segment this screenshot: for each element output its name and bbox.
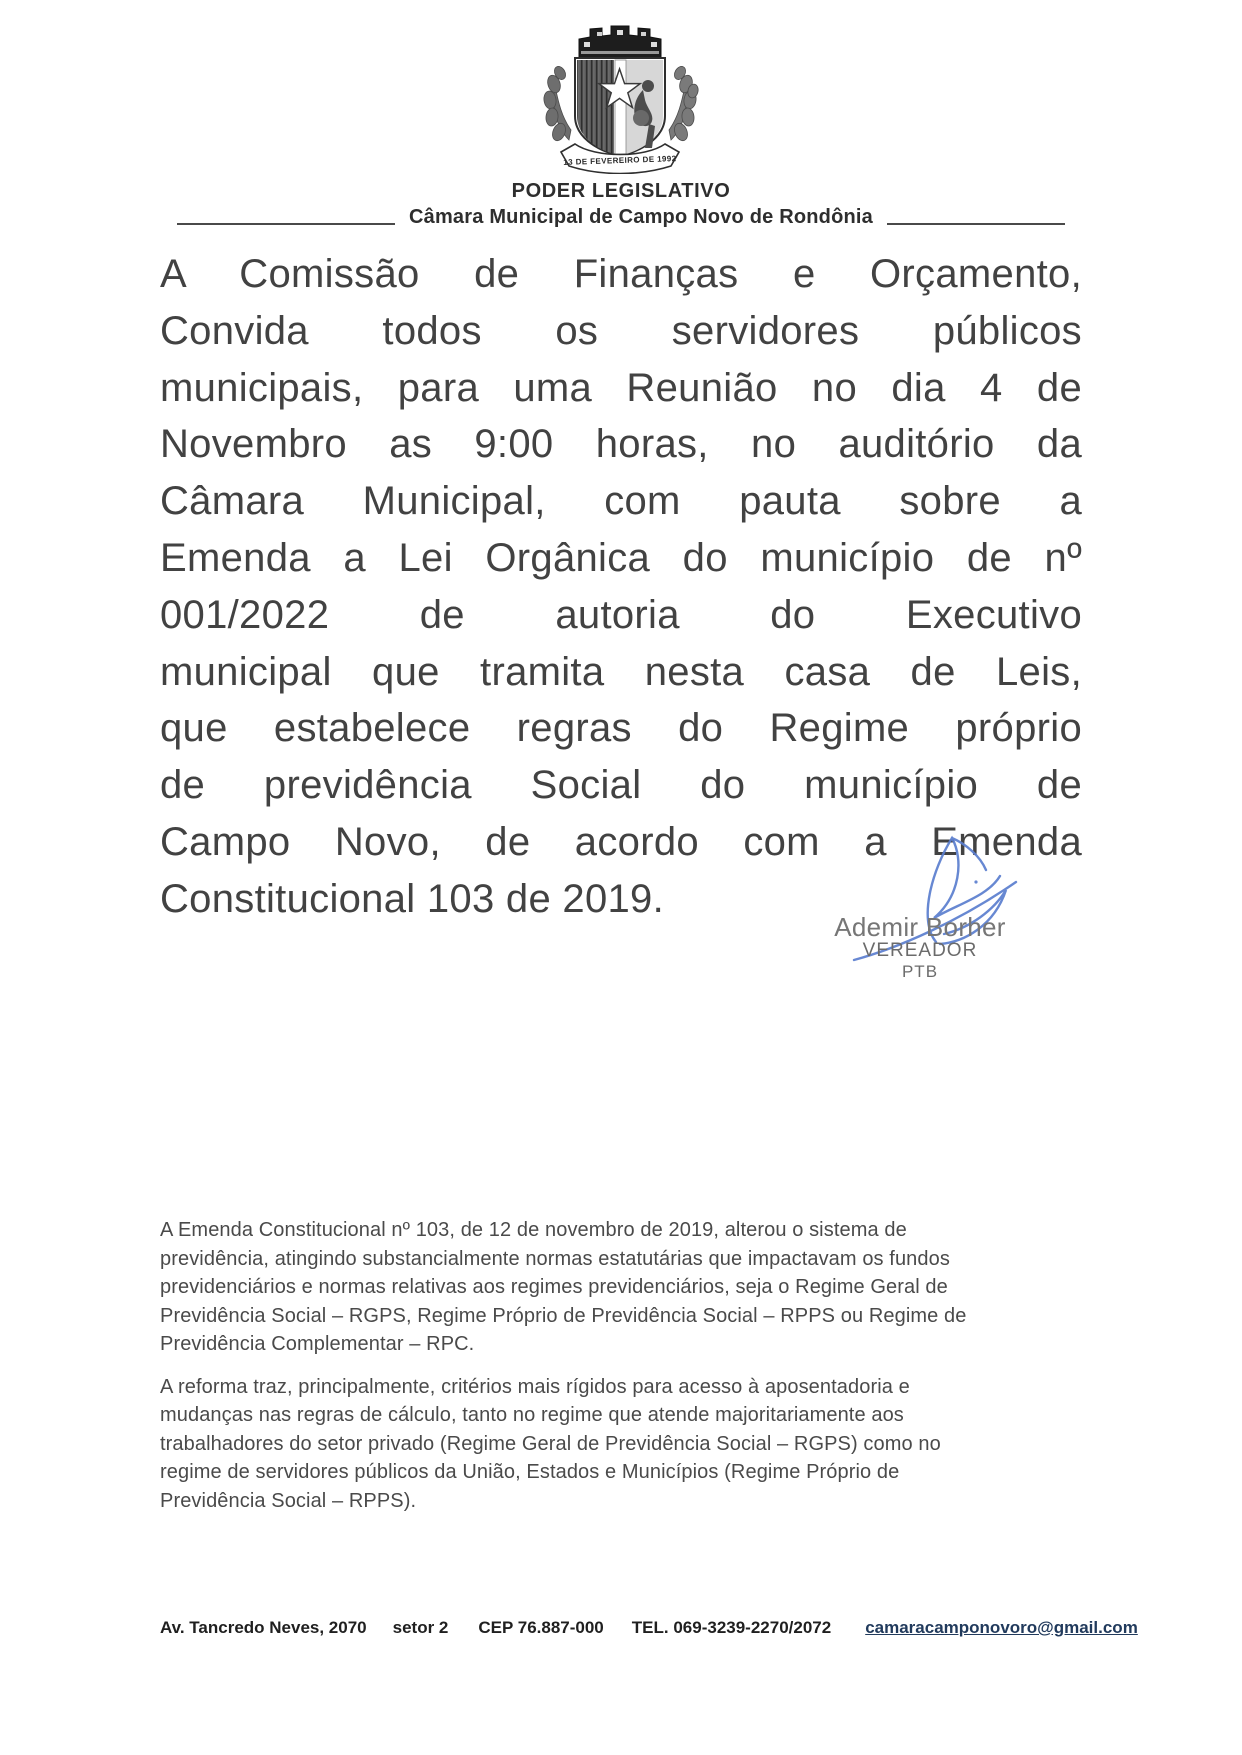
coat-of-arms-icon (505, 24, 737, 174)
header-rule-right (887, 223, 1065, 225)
shield-icon (575, 58, 665, 156)
announcement-line: que estabelece regras do Regime próprio (160, 706, 1082, 751)
signer-name: Ademir Borher (834, 912, 1006, 942)
header-rule-left (177, 223, 395, 225)
announcement-line: municipais, para uma Reunião no dia 4 de (160, 365, 1082, 410)
announcement-line: Emenda a Lei Orgânica do município de nº (160, 535, 1082, 580)
announcement-line: de previdência Social do município de (160, 763, 1082, 808)
footer-cep: CEP 76.887-000 (478, 1618, 604, 1637)
announcement-line: 001/2022 de autoria do Executivo (160, 592, 1082, 637)
announcement-line: Convida todos os servidores públicos (160, 308, 1082, 353)
mural-crown-icon (579, 26, 661, 58)
announcement-line: A Comissão de Finanças e Orçamento, (160, 252, 1082, 296)
footer-phone: TEL. 069-3239-2270/2072 (631, 1618, 832, 1637)
footer-email-link[interactable]: camaracamponovoro@gmail.com (865, 1618, 1138, 1637)
document-header (0, 24, 1242, 229)
signature-block (830, 838, 1060, 988)
footer-sector: setor 2 (392, 1618, 449, 1637)
announcement-line: Constitucional 103 de 2019. (160, 876, 665, 921)
footer-address: Av. Tancredo Neves, 2070 (160, 1618, 367, 1637)
document-footer (160, 1618, 1138, 1638)
announcement-line: Câmara Municipal, com pauta sobre a (160, 479, 1082, 524)
left-branch-icon (543, 64, 571, 142)
announcement-line: Campo Novo, de acordo com a Emenda (160, 819, 1082, 864)
announcement-text (160, 246, 1082, 928)
note-paragraph-1: A Emenda Constitucional nº 103, de 12 de novembro de 2019, alterou o sistema de previdência, atingindo substancialmente normas estatutárias que impactavam os fundos previdenciários e normas relativas aos regimes previdenciários, seja o Regime Geral de Previdência Social – RGPS, Regime Próprio de Previdência Social – RPPS ou Regime de Previdência Complementar – RPC. (160, 1219, 967, 1355)
announcement-line: Novembro as 9:00 horas, no auditório da (160, 422, 1082, 467)
org-subtitle: Câmara Municipal de Campo Novo de Rondônia (408, 206, 873, 228)
crest-banner-text: 13 DE FEVEREIRO DE 1992 (563, 154, 677, 167)
explanatory-notes (160, 1216, 968, 1515)
announcement-line: municipal que tramita nesta casa de Leis, (160, 649, 1082, 694)
org-subtitle-row (0, 206, 1242, 229)
signer-title: VEREADOR (862, 940, 978, 961)
note-paragraph-2: A reforma traz, principalmente, critérios mais rígidos para acesso à aposentadoria e mudanças nas regras de cálculo, tanto no regime que atende majoritariamente aos trabalhadores do setor privado (Regime Geral de Previdência Social – RGPS) como no regime de servidores públicos da União, Estados e Municípios (Regime Próprio de Previdência Social – RPPS). (160, 1375, 941, 1512)
right-branch-icon (669, 64, 700, 142)
signer-party: PTB (901, 962, 939, 981)
org-title: PODER LEGISLATIVO (511, 180, 731, 202)
